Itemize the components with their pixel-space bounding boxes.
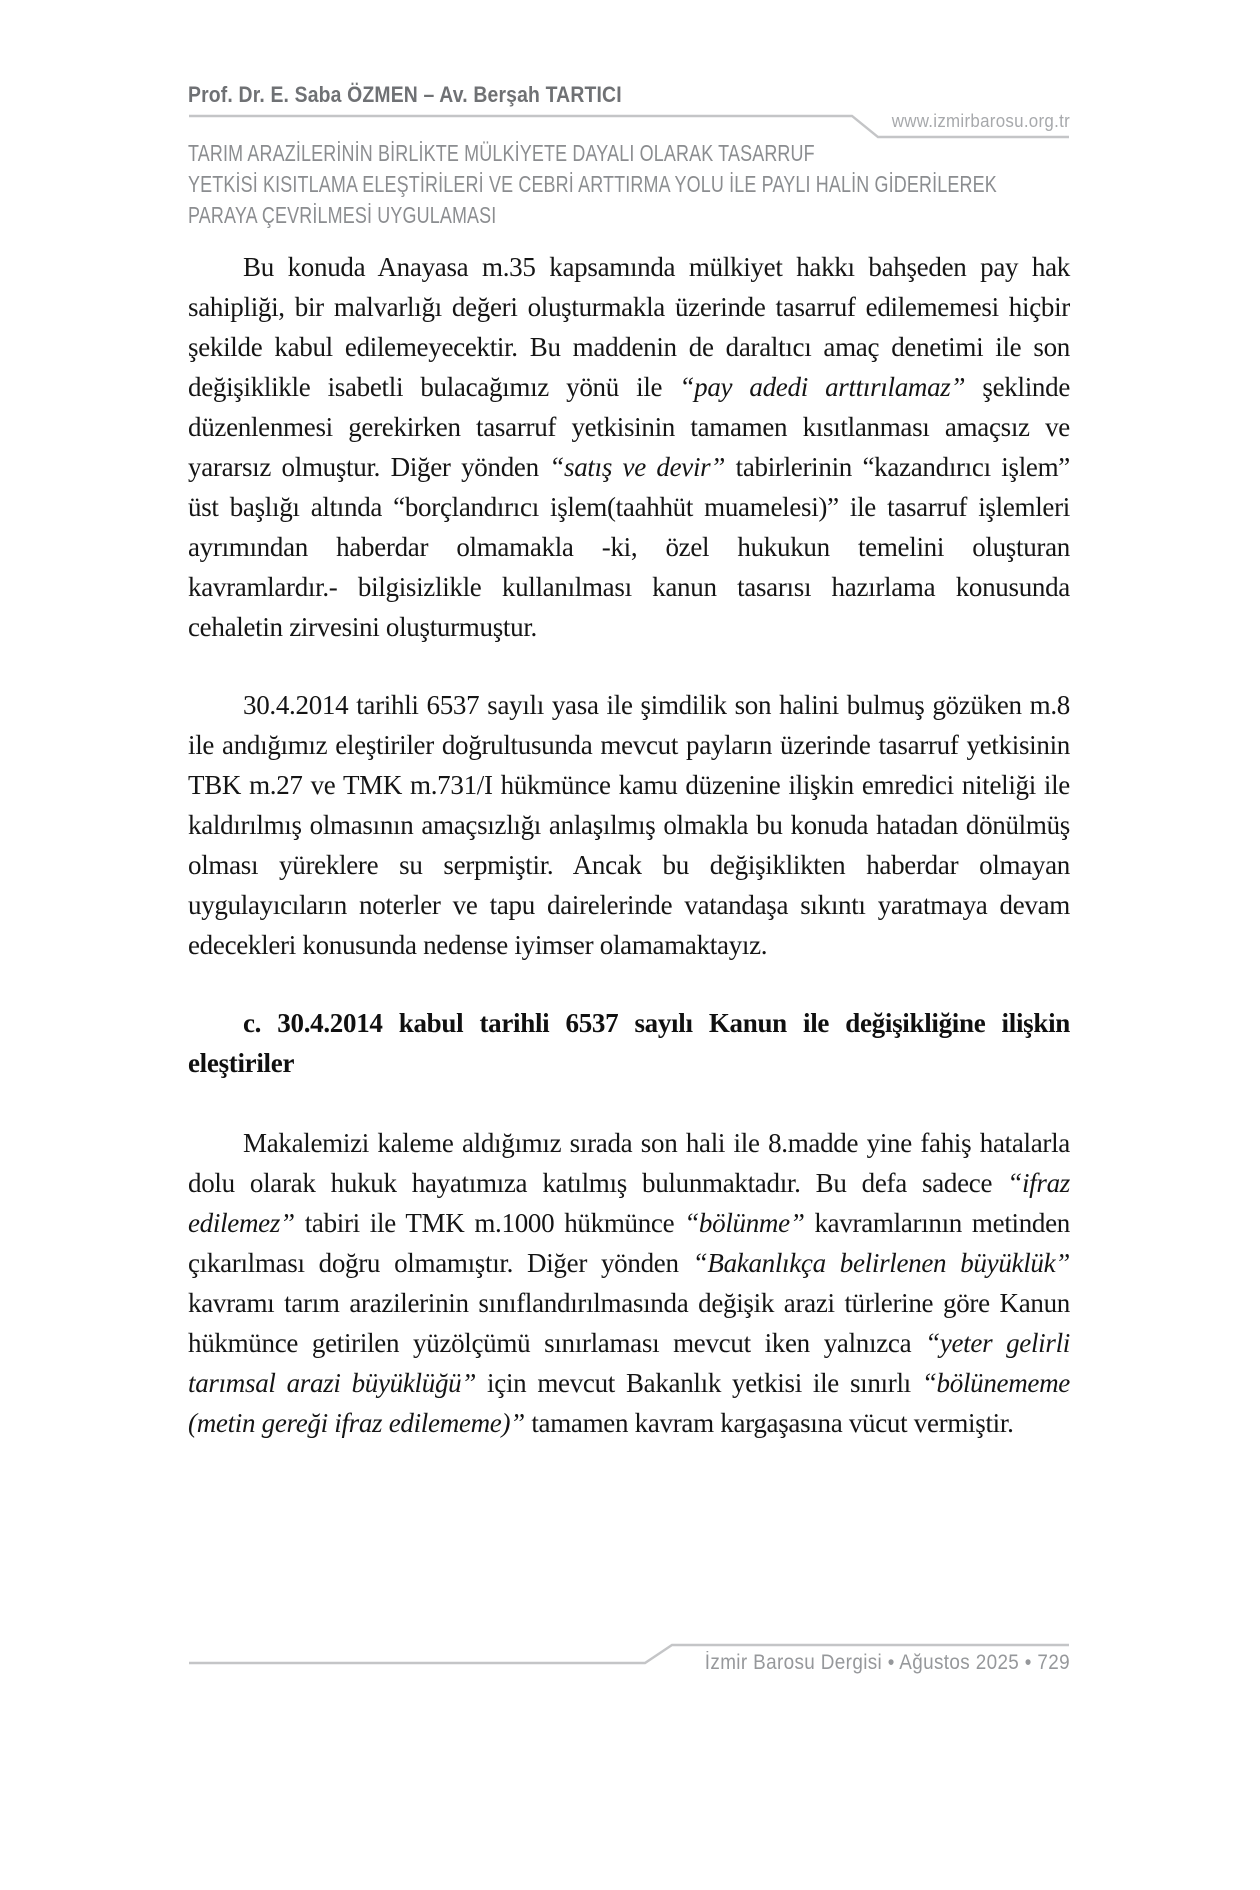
quoted-term: “pay adedi arttırılamaz” bbox=[679, 372, 966, 402]
text-run: kavramı tarım arazilerinin sınıflandırılmasında değişik arazi türlerine göre Kanun hükmünce getirilen yüzölçümü sınırlaması mevcut iken yalnızca bbox=[188, 1288, 1070, 1358]
text-run: Makalemizi kaleme aldığımız sırada son hali ile 8.madde yine fahiş hatalarla dolu olarak hukuk hayatımıza katılmış bulunmaktadır. Bu defa sadece bbox=[188, 1128, 1070, 1198]
quoted-term: “ifraz edilemez” bbox=[188, 1168, 1070, 1238]
article-title-line: TARIM ARAZİLERİNİN BİRLİKTE MÜLKİYETE DAYALI OLARAK TASARRUF bbox=[188, 140, 815, 166]
text-run: için mevcut Bakanlık yetkisi ile sınırlı bbox=[476, 1368, 922, 1398]
quoted-term: “yeter gelirli tarımsal arazi büyüklüğü” bbox=[188, 1328, 1070, 1398]
article-title-line: PARAYA ÇEVRİLMESİ UYGULAMASI bbox=[188, 202, 497, 228]
section-heading: c. 30.4.2014 kabul tarihli 6537 sayılı Kanun ile değişikliğine ilişkin eleştiriler bbox=[188, 1008, 1070, 1078]
quoted-term: “satış ve devir” bbox=[549, 452, 726, 482]
footer-journal-info: İzmir Barosu Dergisi • Ağustos 2025 • 729 bbox=[704, 1651, 1070, 1674]
text-run: kavramlarının metinden çıkarılması doğru olmamıştır. Diğer yönden bbox=[188, 1208, 1071, 1278]
website-url: www.izmirbarosu.org.tr bbox=[891, 111, 1070, 131]
text-run: 30.4.2014 tarihli 6537 sayılı yasa ile şimdilik son halini bulmuş gözüken m.8 ile andığımız eleştiriler doğrultusunda mevcut payların üzerinde tasarruf yetkisinin TBK m.27 ve TMK m.731/I hükmünce kamu düzenine ilişkin emredici niteliği ile kaldırılmış olmasının amaçsızlığı anlaşılmış olmakla bu konuda hatadan dönülmüş olması yüreklere su serpmiştir. Ancak bu değişiklikten haberdar olmayan uygulayıcıların noterler ve tapu dairelerinde vatandaşa sıkıntı yaratmaya devam edecekleri konusunda nedense iyimser olamamaktayız. bbox=[188, 690, 1070, 960]
text-run: tabirlerinin “kazandırıcı işlem” üst başlığı altında “borçlandırıcı işlem(taahhüt muamelesi)” ile tasarruf işlemleri ayrımından haberdar olmamakla -ki, özel hukukun temelini oluşturan kavramlardır.- bilgisizlikle kullanılması kanun tasarısı hazırlama konusunda cehaletin zirvesini oluşturmuştur. bbox=[188, 452, 1070, 642]
paragraph-1 bbox=[188, 247, 1070, 647]
text-run: Bu konuda Anayasa m.35 kapsamında mülkiyet hakkı bahşeden pay hak sahipliği, bir malvarlığı değeri oluşturmakla üzerinde tasarruf edilememesi hiçbir şekilde kabul edilemeyecektir. Bu maddenin de daraltıcı amaç denetimi ile son değişiklikle isabetli bulacağımız yönü ile bbox=[188, 252, 1070, 402]
quoted-term: “bölünme” bbox=[684, 1208, 805, 1238]
text-run: şeklinde düzenlenmesi gerekirken tasarruf yetkisinin tamamen kısıtlanması amaçsız ve yararsız olmuştur. Diğer yönden bbox=[188, 372, 1070, 482]
quoted-term: “bölünememe (metin gereği ifraz edilememe)” bbox=[188, 1368, 1070, 1438]
authors-line: Prof. Dr. E. Saba ÖZMEN – Av. Berşah TARTICI bbox=[188, 82, 622, 107]
article-title-line: YETKİSİ KISITLAMA ELEŞTİRİLERİ VE CEBRİ ARTTIRMA YOLU İLE PAYLI HALİN GİDERİLEREK bbox=[188, 171, 997, 197]
text-run: tamamen kavram kargaşasına vücut vermiştir. bbox=[524, 1408, 1014, 1438]
article-title bbox=[188, 138, 997, 231]
quoted-term: “Bakanlıkça belirlenen büyüklük” bbox=[692, 1248, 1071, 1278]
paragraph-3 bbox=[188, 1123, 1070, 1443]
paragraph-2 bbox=[188, 685, 1070, 965]
text-run: tabiri ile TMK m.1000 hükmünce bbox=[294, 1208, 685, 1238]
article-body bbox=[188, 247, 1070, 1481]
